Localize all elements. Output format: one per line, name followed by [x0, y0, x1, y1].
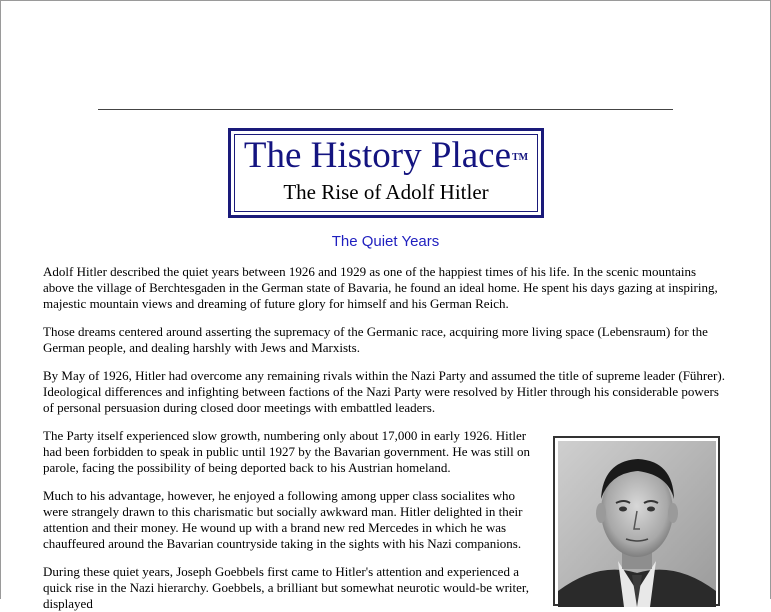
portrait-photo [553, 436, 720, 606]
paragraph-5: Much to his advantage, however, he enjoyed a following among upper class socialites who were strangely drawn to this charismatic but socially awkward man. Hitler delighted in their attention and their money. He wound up with a brand new red Mercedes in which he was chauffeured around the Bavarian countryside taking in the sights with his Nazi companions. [43, 488, 523, 551]
paragraph-3: By May of 1926, Hitler had overcome any remaining rivals within the Nazi Party and assumed the title of supreme leader (Führer). Ideological differences and infighting between factions of the Nazi Party were resolved by Hitler through his considerable powers of personal persuasion during closed door meetings with embattled leaders. [43, 368, 725, 415]
horizontal-rule [98, 109, 673, 110]
portrait-image [558, 441, 716, 607]
trademark-mark: TM [512, 152, 529, 163]
history-place-logo[interactable] [228, 128, 544, 218]
paragraph-4: The Party itself experienced slow growth, numbering only about 17,000 in early 1926. Hitler had been forbidden to speak in public until 1927 by the Bavarian government. He was still on parole, facing the possibility of being deported back to his Austrian homeland. [43, 428, 531, 475]
paragraph-6: During these quiet years, Joseph Goebbels first came to Hitler's attention and experienced a quick rise in the Nazi hierarchy. Goebbels, a brilliant but somewhat neurotic would-be writer, displayed [43, 564, 529, 611]
paragraph-1: Adolf Hitler described the quiet years between 1926 and 1929 as one of the happiest times of his life. In the scenic mountains above the village of Berchtesgaden in the German state of Bavaria, he found an ideal home. He spent his days gazing at inspiring, majestic mountain views and dreaming of future glory for himself and his German Reich. [43, 264, 718, 311]
section-heading: The Quiet Years [331, 233, 440, 250]
paragraph-2: Those dreams centered around asserting the supremacy of the Germanic race, acquiring more living space (Lebensraum) for the German people, and dealing harshly with Jews and Marxists. [43, 324, 708, 355]
logo-subtitle: The Rise of Adolf Hitler [283, 180, 489, 204]
logo-title-text: The History Place [243, 135, 512, 176]
logo-title [231, 136, 541, 176]
